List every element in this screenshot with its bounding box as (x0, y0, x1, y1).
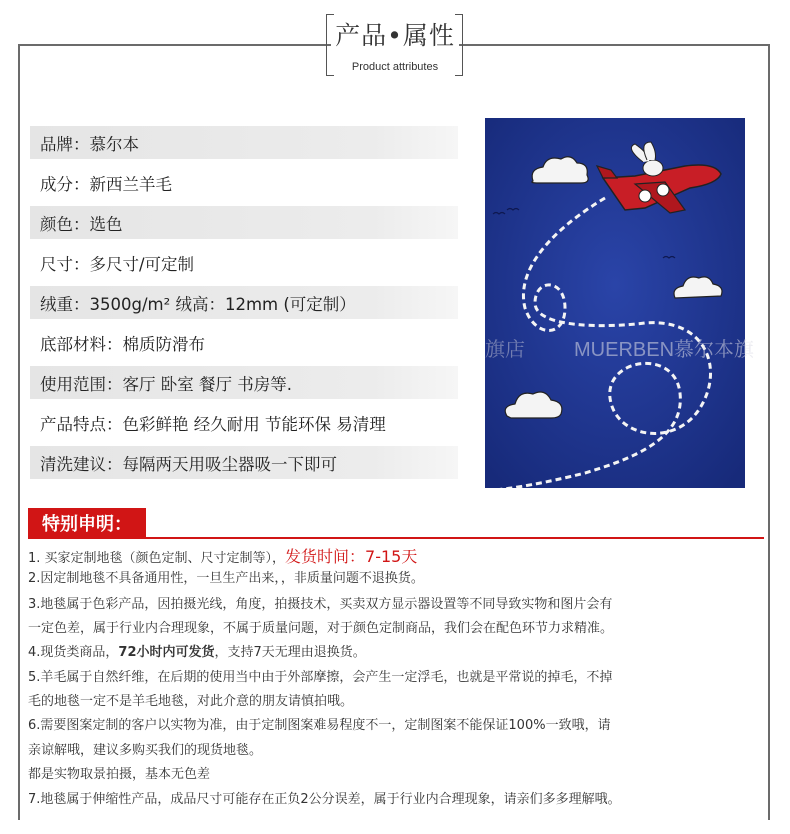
notice-4-prefix: 4.现货类商品， (28, 645, 119, 660)
attr-brand: 品牌：慕尔本 (30, 126, 458, 159)
frame-right-border (768, 44, 770, 820)
rug-product-image (485, 118, 745, 488)
attr-color: 颜色：选色 (30, 206, 458, 239)
notice-item-4 (28, 641, 366, 660)
shipping-time-highlight: 发货时间：7-15天 (285, 547, 418, 566)
notice-item-7: 7.地毯属于伸缩性产品，成品尺寸可能存在正负2公分误差，属于行业内合理现象，请亲们多多理解哦。 (28, 792, 621, 807)
attr-features: 产品特点：色彩鲜艳 经久耐用 节能环保 易清理 (40, 414, 386, 434)
notice-1-text: 1. 买家定制地毯（颜色定制、尺寸定制等）， (28, 551, 286, 566)
notice-4-bold: 72小时内可发货 (118, 645, 215, 660)
notice-item-6-line2: 亲谅解哦，建议多购买我们的现货地毯。 (28, 743, 263, 758)
watermark-right: MUERBEN慕尔本旗 (574, 339, 755, 361)
section-title: 产品•属性 (335, 21, 455, 50)
notice-4-suffix: ，支持7天无理由退换货。 (214, 645, 366, 660)
notice-item-5-line2: 毛的地毯一定不是羊毛地毯，对此介意的朋友请慎拍哦。 (28, 694, 354, 709)
header-rule-left (18, 44, 331, 46)
attr-usage: 使用范围：客厅 卧室 餐厅 书房等. (30, 366, 458, 399)
attr-material: 成分：新西兰羊毛 (40, 174, 172, 194)
notice-rule (28, 537, 764, 539)
notice-item-3-line2: 一定色差，属于行业内合理现象，不属于质量问题，对于颜色定制商品，我们会在配色环节力求精准。 (28, 621, 614, 636)
section-subtitle: Product attributes (351, 61, 439, 73)
attr-backing: 底部材料：棉质防滑布 (40, 334, 205, 354)
notice-item-5-line1: 5.羊毛属于自然纤维，在后期的使用当中由于外部摩擦，会产生一定浮毛，也就是平常说的掉毛，不掉 (28, 670, 613, 685)
notice-item-6-line3: 都是实物取景拍摄，基本无色差 (28, 767, 211, 782)
notice-item-6-line1: 6.需要图案定制的客户以实物为准，由于定制图案难易程度不一，定制图案不能保证100%一致哦，请 (28, 718, 611, 733)
notice-badge: 特别申明： (28, 508, 146, 538)
notice-item-3-line1: 3.地毯属于色彩产品，因拍摄光线，角度，拍摄技术，买卖双方显示器设置等不同导致实物和图片会有 (28, 597, 613, 612)
frame-left-border (18, 44, 20, 820)
header-rule-right (459, 44, 770, 46)
watermark-left: 旗店 (485, 337, 525, 361)
notice-item-1 (28, 544, 417, 567)
attr-pile-weight: 绒重：3500g/m² 绒高：12mm (可定制） (30, 286, 458, 319)
attr-cleaning: 清洗建议：每隔两天用吸尘器吸一下即可 (30, 446, 458, 479)
attr-size: 尺寸：多尺寸/可定制 (40, 254, 195, 274)
notice-item-2: 2.因定制地毯不具备通用性，一旦生产出来，，非质量问题不退换货。 (28, 571, 424, 586)
